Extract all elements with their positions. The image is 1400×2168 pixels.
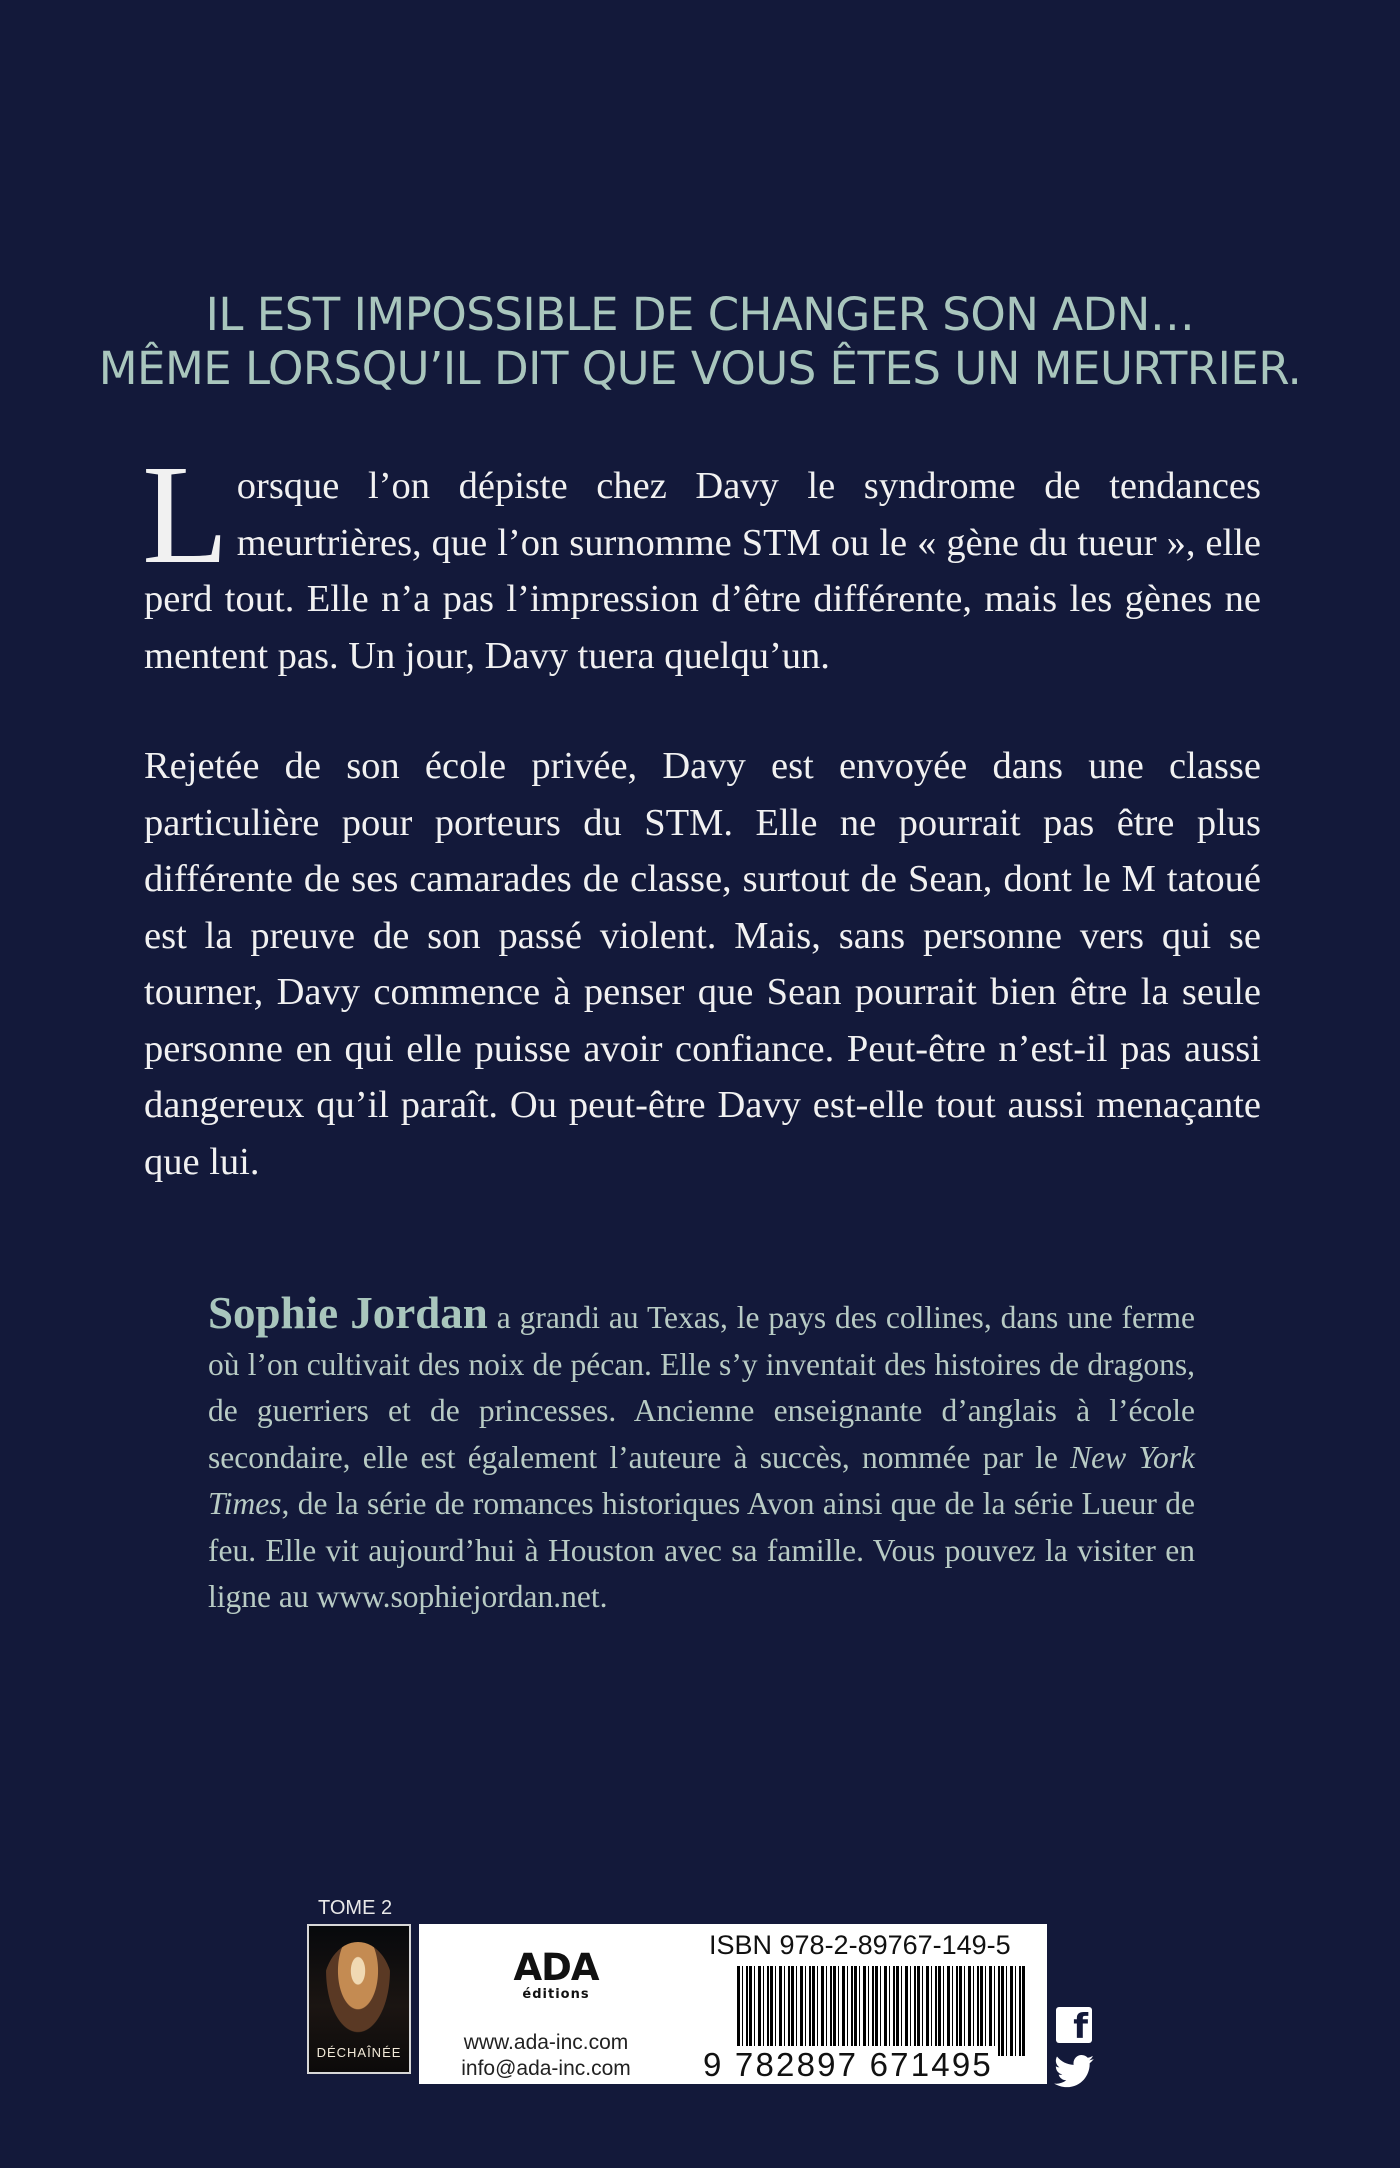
publisher-logo-sub: éditions: [522, 1987, 590, 2002]
isbn-label: ISBN 978-2-89767-149-5: [709, 1930, 1011, 1960]
tagline-line-2: MÊME LORSQU’IL DIT QUE VOUS ÊTES UN MEURTRIER.: [98, 342, 1302, 395]
bio-newspaper-title: New York Times: [208, 1439, 1195, 1521]
facebook-icon: [1056, 2007, 1092, 2047]
cover-tagline: [0, 288, 1400, 396]
next-volume-title: DÉCHAÎNÉE: [316, 2045, 402, 2060]
publisher-email: info@ada-inc.com: [461, 2057, 631, 2080]
bio-text-1: a grandi au Texas, le pays des collines, dans une ferme où l’on cultivait des noix de pécan. Elle s’y inventait des histoires de dragons, de guerriers et de princesses. Ancienne enseignante d’anglais à l’école secondaire, elle est également l’auteure à succès, nommée par le: [208, 1300, 1195, 1475]
publisher-contact: [446, 2030, 646, 2082]
facebook-glyph: f: [1073, 2007, 1088, 2047]
social-icons: [1052, 2007, 1096, 2093]
barcode-image: [737, 1966, 1027, 2056]
tagline-line-1: IL EST IMPOSSIBLE DE CHANGER SON ADN…: [205, 288, 1195, 341]
author-bio: [208, 1290, 1195, 1621]
barcode-digits: 9 782897 671495: [703, 2046, 997, 2084]
drop-cap: L: [142, 435, 229, 593]
synopsis-paragraph-2: Rejetée de son école privée, Davy est envoyée dans une classe particulière pour porteurs du STM. Elle ne pourrait pas être plus différente de ses camarades de classe, surtout de Sean, dont le M tatoué est la preuve de son passé violent. Mais, sans personne vers qui se tourner, Davy commence à penser que Sean pourrait bien être la seule personne en qui elle puisse avoir confiance. Peut-être n’est-il pas aussi dangereux qu’il paraît. Ou peut-être Davy est-elle tout aussi menaçante que lui.: [144, 745, 1261, 1183]
next-volume-cover: [307, 1924, 411, 2074]
synopsis-paragraph-1: [142, 435, 1261, 684]
synopsis: [142, 435, 1261, 1190]
bio-text-2: , de la série de romances historiques Avon ainsi que de la série Lueur de feu. Elle vit aujourd’hui à Houston avec sa famille. Vous pouvez la visiter en ligne au www.sophiejordan.net.: [208, 1486, 1195, 1614]
next-volume-label: TOME 2: [318, 1897, 393, 1919]
publisher-barcode-panel: [419, 1924, 1047, 2084]
publisher-logo: [491, 1948, 621, 2002]
author-name: Sophie Jordan: [208, 1288, 488, 1338]
twitter-icon: [1052, 2055, 1096, 2093]
publisher-logo-text: ADA: [513, 1946, 599, 1989]
publisher-website: www.ada-inc.com: [463, 2031, 629, 2054]
synopsis-paragraph-1-text: orsque l’on dépiste chez Davy le syndrome de tendances meurtrières, que l’on surnomme STM ou le « gène du tueur », elle perd tout. Elle n’a pas l’impression d’être différente, mais les gènes ne mentent pas. Un jour, Davy tuera quelqu’un.: [144, 465, 1261, 677]
cover-portrait-image: [323, 1942, 393, 2038]
